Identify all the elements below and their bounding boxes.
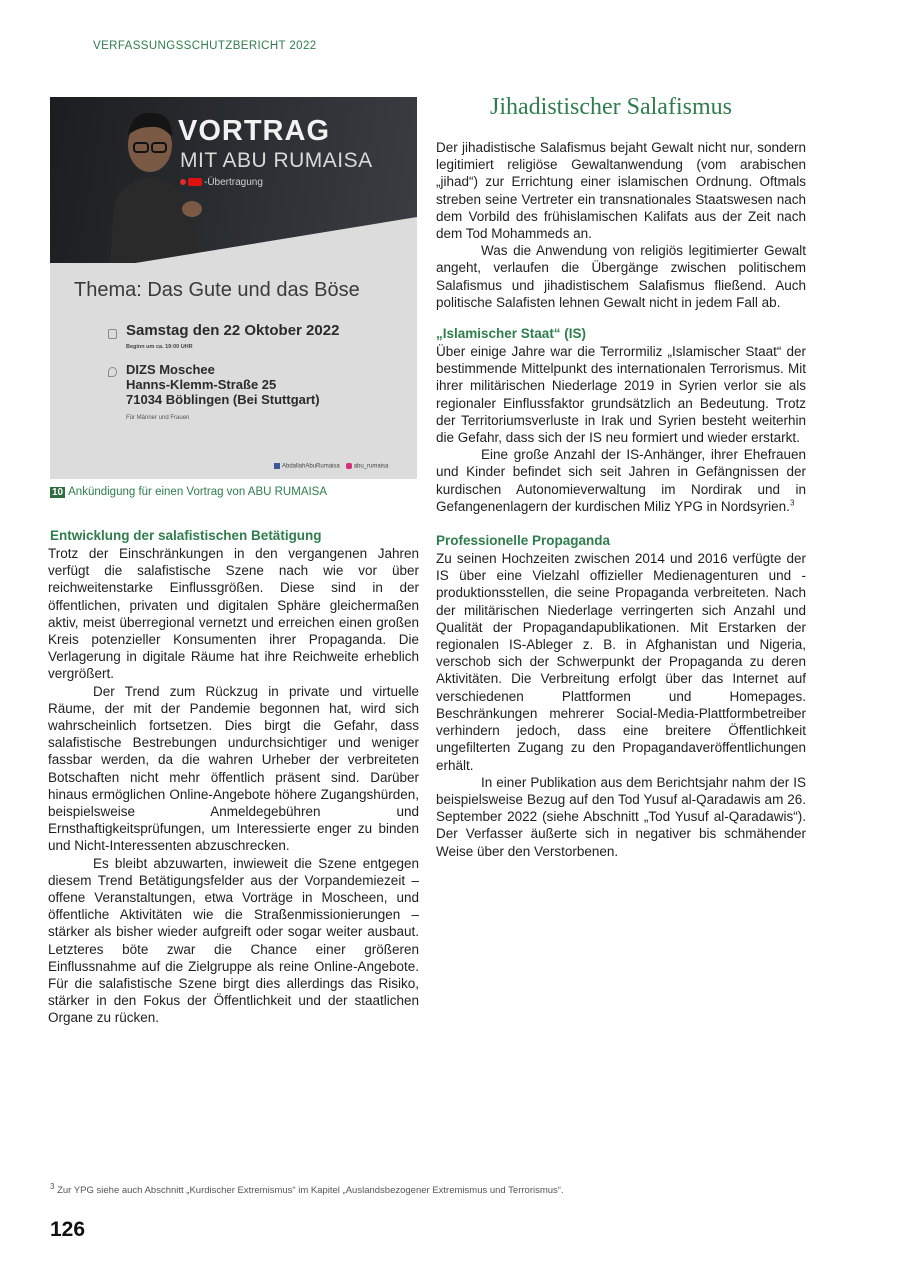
poster-headline: VORTRAG	[178, 115, 330, 147]
paragraph: Zu seinen Hochzeiten zwischen 2014 und 2016 verfügte der IS über eine Vielzahl offizieller Medienagenturen und -produktionsstellen, die seine Propaganda verbreiteten. Nach der militärischen Niederlage verringerten sich Anzahl und Qualität der Propagandapublikationen. Mit Erstarken der regionalen IS-Ableger z. B. in Afghanistan und Nigeria, verschob sich der Schwerpunkt der Propaganda zu deren Aktivitäten. Die Verbreitung erfolgt über das Internet auf verschiedenen Plattformen und Homepages. Beschränkungen mehrerer Social-Media-Plattformbetreiber verhindern jedoch, dass eine breitere Öffentlichkeit ungefilterten Zugang zu den Propagandaveröffentlichungen erhält.	[436, 551, 806, 773]
poster-location-street: Hanns-Klemm-Straße 25	[126, 377, 277, 392]
paragraph: Der Trend zum Rückzug in private und virtuelle Räume, der mit der Pandemie begonnen hat, wird sich wahrscheinlich fortsetzen. Dies birgt die Gefahr, dass salafistische Bestrebungen undurchsichtiger und weniger fassbar werden, da die wahren Urheber der verbreiteten Botschaften nicht mehr öffentlich präsent sind. Darüber hinaus ermöglichen Online-Angebote höhere Zugangshürden, beispielsweise Anmeldegebühren und Ernsthaftigkeitsprüfungen, um Interessierte enger zu binden und Nicht-Interessenten abzuschrecken.	[48, 683, 419, 854]
poster-location-city: 71034 Böblingen (Bei Stuttgart)	[126, 392, 320, 407]
poster-topic: Thema: Das Gute und das Böse	[74, 279, 360, 301]
record-dot-icon	[180, 179, 186, 185]
paragraph: Über einige Jahre war die Terrormiliz „Islamischer Staat“ der bestimmende Mittelpunkt des internationalen Terrorismus. Mit ihrer militärischen Niederlage 2019 in Syrien verlor sie als regionaler Einflussfaktor grundsätzlich an Bedeutung. Trotz der Territoriumsverluste in Irak und Syrien besteht weiterhin die Gefahr, dass sich der IS neu formiert und wieder erstarkt.	[436, 344, 806, 446]
paragraph: Der jihadistische Salafismus bejaht Gewalt nicht nur, sondern legitimiert religiöse Gewaltanwendung (vom arabischen „jihad“) zur Errichtung einer islamischen Ordnung. Oftmals streben seine Vertreter ein transnationales Staatswesen nach dem Vorbild des frühislamischen Kalifats aus der Zeit nach dem Tod Mohammeds an.	[436, 140, 806, 242]
footnote	[50, 1181, 564, 1196]
poster-live-text: -Übertragung	[204, 177, 263, 188]
poster-location-name: DIZS Moschee	[126, 362, 215, 377]
instagram-icon	[346, 463, 352, 469]
paragraph: Was die Anwendung von religiös legitimierter Gewalt angeht, verlaufen die Übergänge zwischen politischem Salafismus und jihadistischem Salafismus fließend. Auch politische Salafisten lehnen Gewalt nicht in jedem Fall ab.	[436, 243, 806, 310]
poster-audience: Für Männer und Frauen	[126, 415, 190, 421]
poster-subline: MIT ABU RUMAISA	[180, 149, 373, 172]
paragraph-text: Eine große Anzahl der IS-Anhänger, ihrer Ehefrauen und Kinder befindet sich seit Jahren in Gefängnissen der kurdischen Autonomieverwaltung im Nordirak und in Gefangenenlagern der kurdischen Miliz YPG in Nordsyrien.	[436, 447, 806, 514]
paragraph: Es bleibt abzuwarten, inwieweit die Szene entgegen diesem Trend Betätigungsfelder aus der Vorpandemiezeit – offene Veranstaltungen, etwa Vorträge in Moscheen, und öffentliche Aktivitäten wie die Straßenmissionierungen – stärker als bisher wieder aufgreift oder sogar weiter ausbaut. Letzteres böte zwar die Chance einer größeren Einflussnahme auf die Zielgruppe als reine Online-Angebote. Für die salafistische Szene birgt dies allerdings das Risiko, stärker in den Fokus der Öffentlichkeit und der staatlichen Organe zu rücken.	[48, 855, 419, 1026]
poster-live-note	[180, 177, 263, 188]
instagram-handle: abu_rumaisa	[353, 463, 389, 470]
figure-caption	[50, 486, 327, 498]
footnote-number: 3	[50, 1181, 55, 1191]
running-header: VERFASSUNGSSCHUTZBERICHT 2022	[93, 40, 317, 52]
figure-caption-text: Ankündigung für einen Vortrag von ABU RUMAISA	[68, 486, 328, 498]
section-title-jihadism: Jihadistischer Salafismus	[490, 94, 732, 120]
section-heading-development: Entwicklung der salafistischen Betätigung	[50, 528, 322, 543]
lecture-poster-image	[50, 97, 417, 479]
left-column	[48, 527, 419, 1027]
calendar-icon	[108, 329, 117, 339]
footnote-reference: 3	[789, 498, 795, 508]
paragraph	[436, 446, 806, 515]
poster-date: Samstag den 22 Oktober 2022	[126, 322, 340, 339]
figure-number-badge: 10	[52, 487, 64, 498]
paragraph: In einer Publikation aus dem Berichtsjahr nahm der IS beispielsweise Bezug auf den Tod Yusuf al-Qaradawis am 26. September 2022 (siehe Abschnitt „Tod Yusuf al-Qaradawis“). Der Verfasser äußerte sich in negativer bis schmähender Weise über den Verstorbenen.	[436, 774, 806, 859]
poster-social-handles	[274, 463, 388, 470]
poster-location	[126, 362, 320, 407]
youtube-icon	[188, 178, 202, 186]
facebook-handle: AbdallahAbuRumaisa	[282, 463, 340, 470]
section-heading-islamic-state: „Islamischer Staat“ (IS)	[436, 326, 587, 342]
location-pin-icon	[108, 367, 117, 377]
paragraph: Trotz der Einschränkungen in den vergangenen Jahren verfügt die salafistische Szene nach wie vor über reichweitenstarke Einflussgrößen. Diese sind in der öffentlichen, privaten und digitalen Sphäre gleichermaßen aktiv, meist überregional vernetzt und erreichen einen großen Kreis potenzieller Konsumenten ihrer Propaganda. Die Verlagerung in digitale Räume hat ihre Reichweite erheblich vergrößert.	[48, 546, 419, 682]
poster-begin-time: Beginn um ca. 19:00 UHR	[126, 344, 193, 350]
section-heading-propaganda: Professionelle Propaganda	[436, 533, 611, 549]
facebook-icon	[274, 463, 280, 469]
footnote-text: Zur YPG siehe auch Abschnitt „Kurdischer Extremismus“ im Kapitel „Auslandsbezogener Extremismus und Terrorismus“.	[57, 1185, 564, 1196]
right-column	[436, 139, 806, 860]
page-number: 126	[50, 1218, 86, 1241]
